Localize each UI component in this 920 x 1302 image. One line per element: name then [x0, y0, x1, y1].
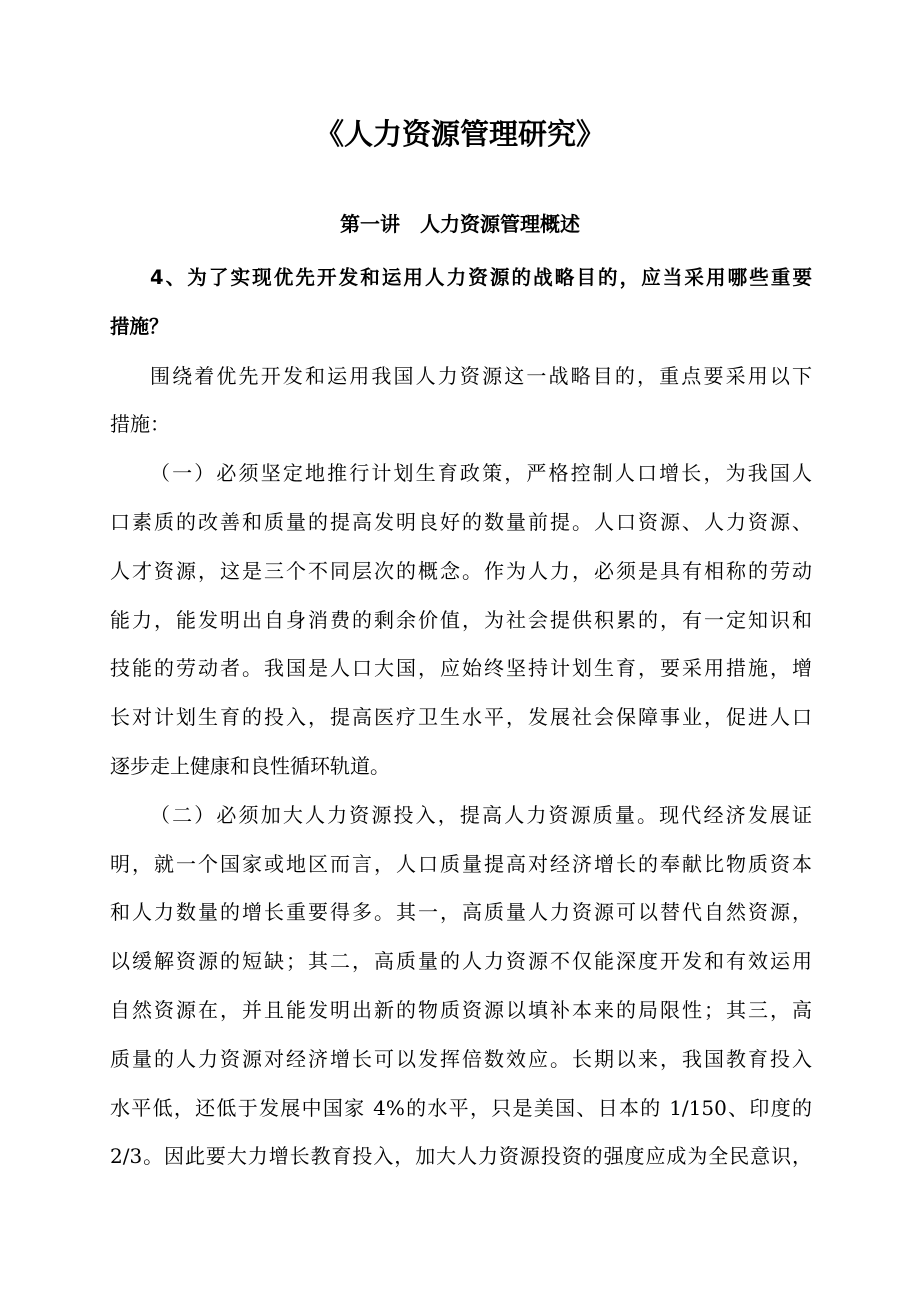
paragraph-line: 明，就一个国家或地区而言，人口质量提高对经济增长的奉献比物质资本 — [110, 851, 812, 876]
point-2-paragraph — [110, 791, 812, 1181]
question-line: 4、为了实现优先开发和运用人力资源的战略目的，应当采用哪些重要 — [150, 266, 812, 289]
paragraph-line: 口素质的改善和质量的提高发明良好的数量前提。人口资源、人力资源、 — [110, 509, 812, 534]
paragraph-line: （二）必须加大人力资源投入，提高人力资源质量。现代经济发展证 — [150, 802, 812, 827]
document-title: 《人力资源管理研究》 — [314, 117, 605, 151]
paragraph-line: 质量的人力资源对经济增长可以发挥倍数效应。长期以来，我国教育投入 — [110, 1046, 812, 1071]
paragraph-line: 以缓解资源的短缺；其二，高质量的人力资源不仅能深度开发和有效运用 — [110, 949, 812, 974]
question-line: 措施？ — [110, 314, 169, 338]
section-heading: 第一讲 人力资源管理概述 — [340, 212, 580, 236]
paragraph-line: 水平低，还低于发展中国家 4%的水平，只是美国、日本的 1/150、印度的 — [110, 1095, 812, 1120]
paragraph-line: 自然资源在，并且能发明出新的物质资源以填补本来的局限性；其三，高 — [110, 997, 812, 1022]
paragraph-line: 逐步走上健康和良性循环轨道。 — [110, 753, 390, 778]
document-body — [110, 254, 812, 1181]
intro-line: 围绕着优先开发和运用我国人力资源这一战略目的，重点要采用以下 — [150, 363, 812, 388]
point-1-paragraph — [110, 449, 812, 791]
paragraph-line: 技能的劳动者。我国是人口大国，应始终坚持计划生育，要采用措施，增 — [110, 656, 812, 681]
paragraph-line: 能力，能发明出自身消费的剩余价值，为社会提供积累的，有一定知识和 — [110, 607, 812, 632]
intro-line: 措施： — [110, 412, 170, 437]
paragraph-line: （一）必须坚定地推行计划生育政策，严格控制人口增长，为我国人 — [150, 461, 812, 486]
paragraph-line: 2/3。因此要大力增长教育投入，加大人力资源投资的强度应成为全民意识， — [110, 1144, 812, 1169]
paragraph-line: 长对计划生育的投入，提高医疗卫生水平，发展社会保障事业，促进人口 — [110, 705, 812, 730]
question-paragraph — [110, 254, 812, 352]
intro-paragraph — [110, 352, 812, 450]
paragraph-line: 人才资源，这是三个不同层次的概念。作为人力，必须是具有相称的劳动 — [110, 558, 812, 583]
paragraph-line: 和人力数量的增长重要得多。其一，高质量人力资源可以替代自然资源， — [110, 900, 812, 925]
